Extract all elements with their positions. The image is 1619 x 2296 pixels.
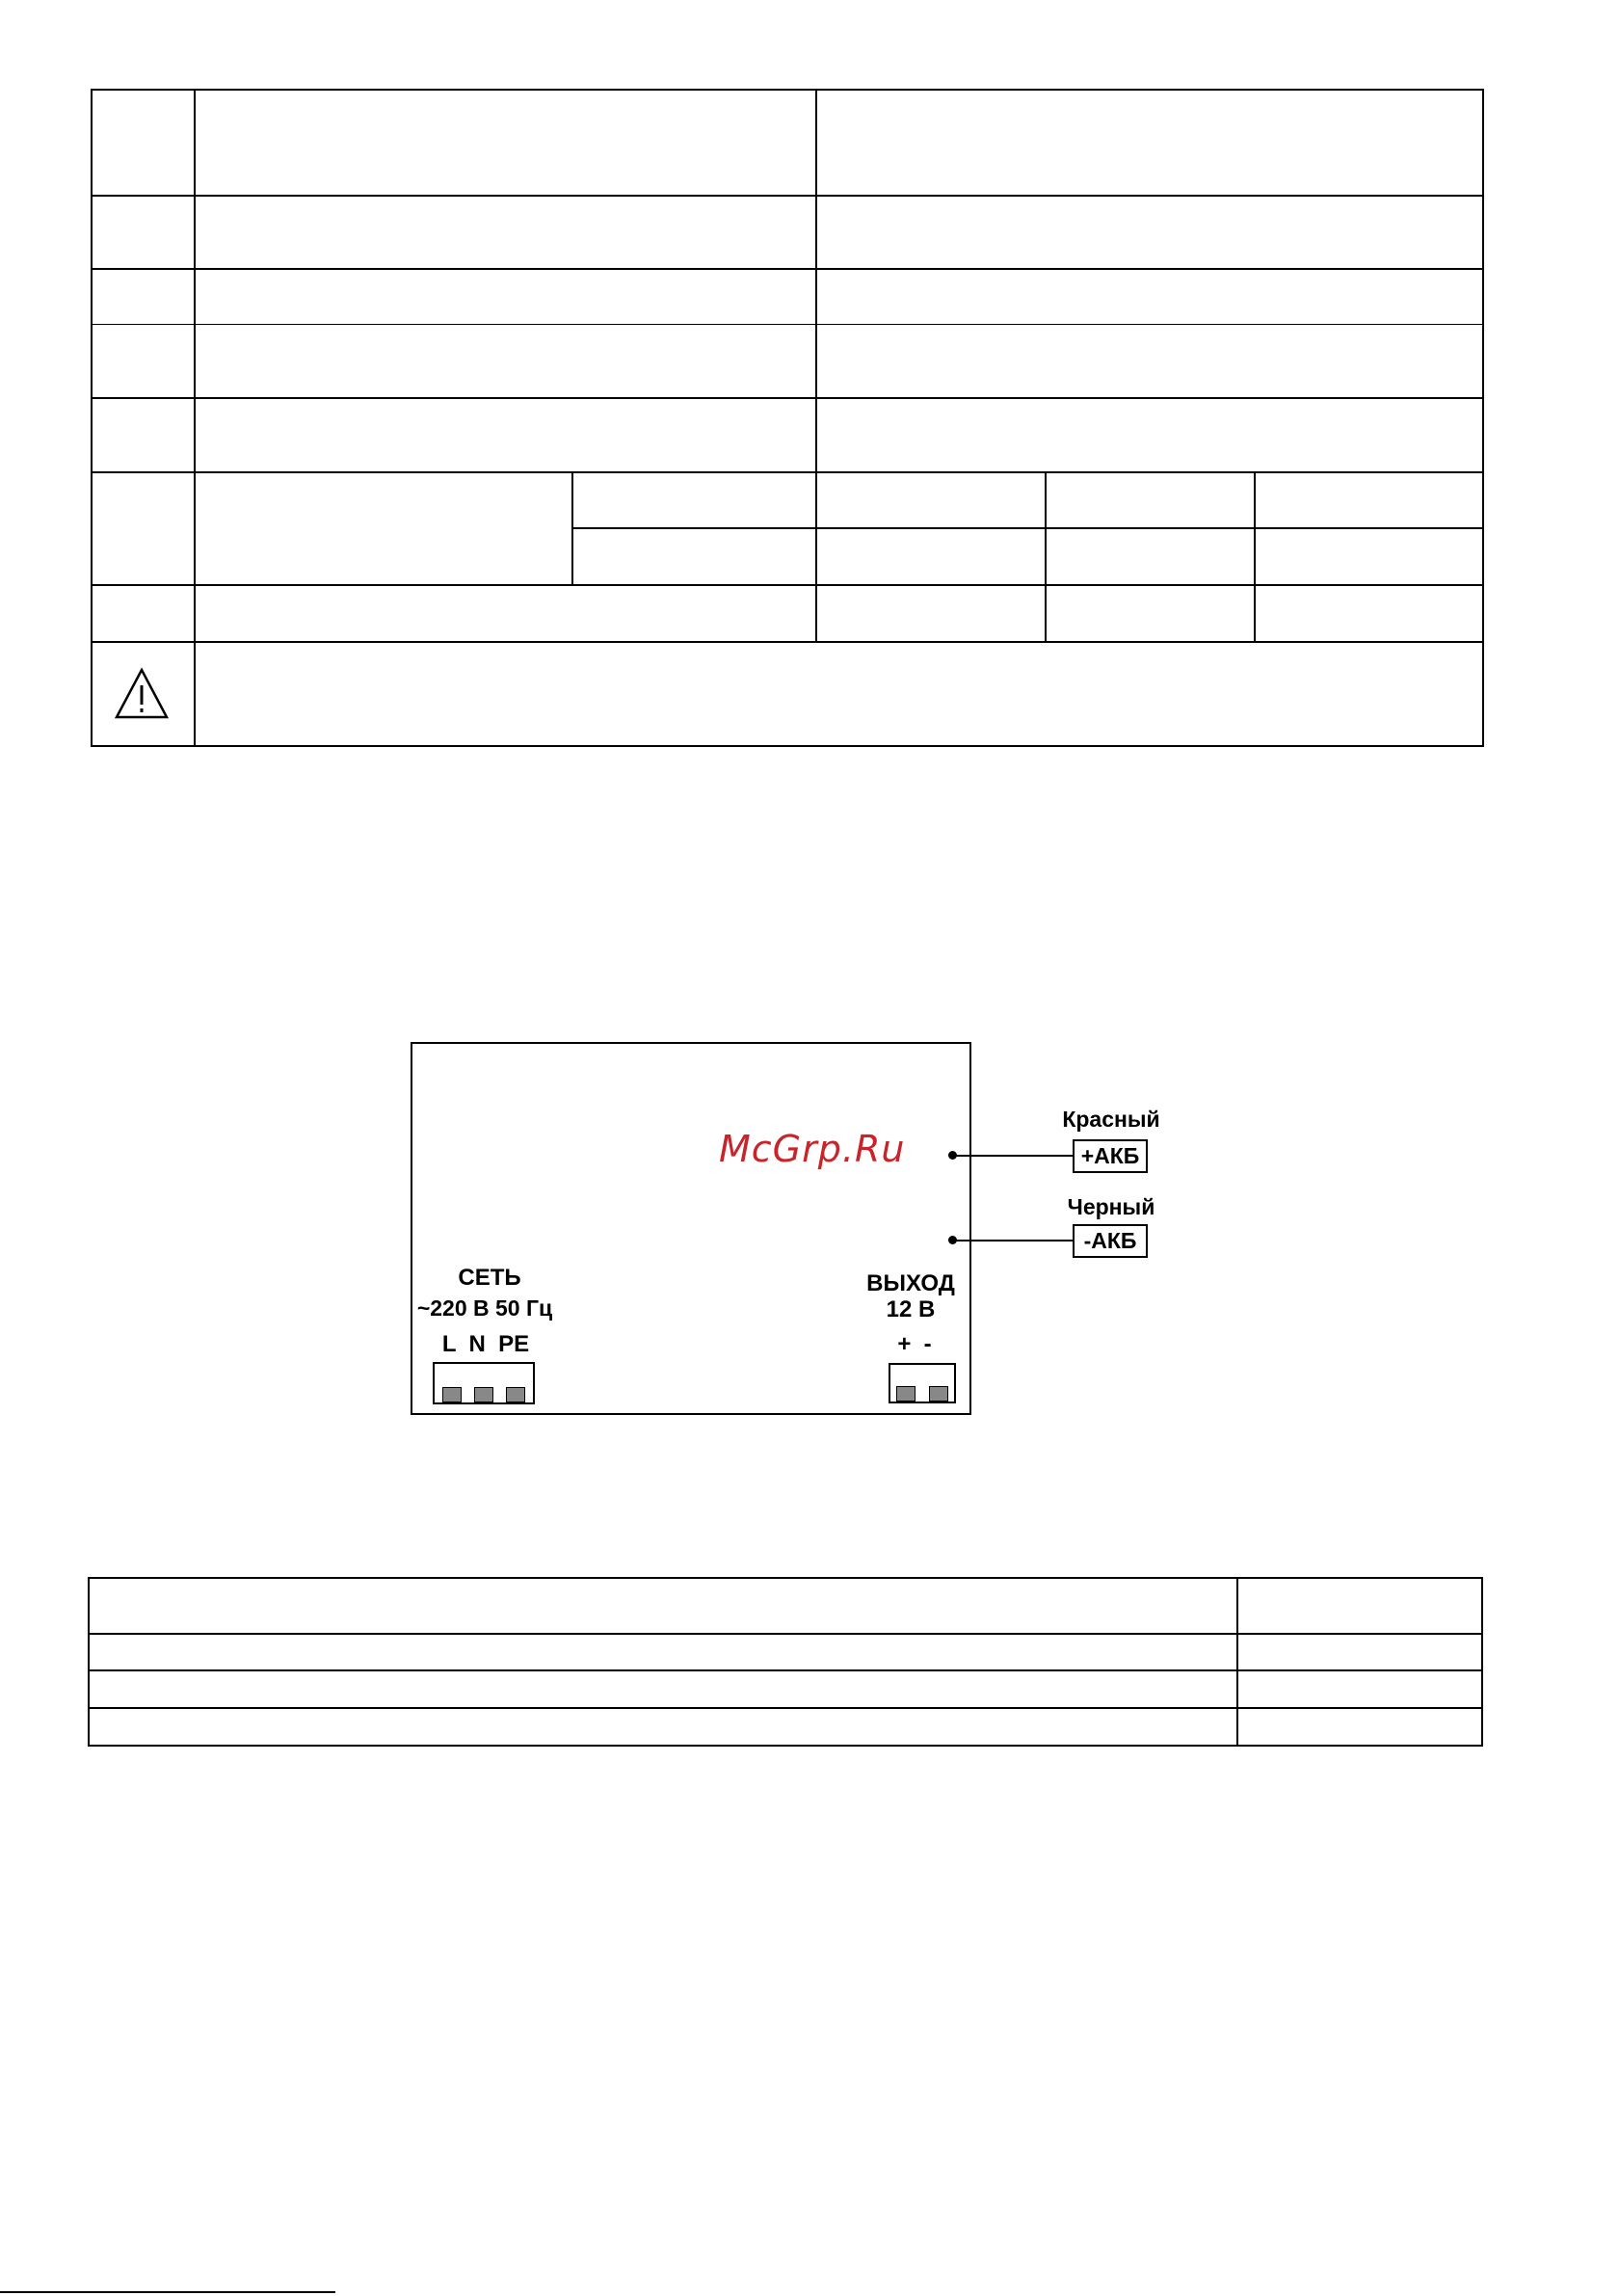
battery-negative-tag: -АКБ <box>1073 1224 1148 1258</box>
output-pin-labels: + - <box>897 1331 932 1357</box>
watermark-text: McGrp.Ru <box>719 1128 906 1170</box>
mains-terminal-block <box>433 1362 535 1404</box>
output-pin-positive <box>896 1386 916 1402</box>
mains-pin-pe <box>506 1387 525 1402</box>
contents-table-row-divider <box>88 1669 1483 1671</box>
mains-spec: ~220 В 50 Гц <box>416 1295 553 1321</box>
mains-title: СЕТЬ <box>458 1265 521 1291</box>
footnote-separator <box>0 2291 335 2293</box>
contents-table-row-divider <box>88 1707 1483 1709</box>
output-pin-negative <box>929 1386 948 1402</box>
contents-table <box>88 1577 1483 1747</box>
wire-positive-color-label: Красный <box>1062 1107 1160 1132</box>
battery-positive-tag: +АКБ <box>1073 1139 1148 1173</box>
output-voltage: 12 В <box>886 1296 936 1322</box>
mains-pin-labels: L N PE <box>441 1331 530 1357</box>
contents-table-row-divider <box>88 1633 1483 1635</box>
wire-positive <box>953 1155 1073 1157</box>
wire-negative-color-label: Черный <box>1067 1194 1155 1219</box>
device-housing <box>411 1042 971 1415</box>
contents-table-col-divider <box>1236 1577 1238 1747</box>
output-title: ВЫХОД <box>866 1270 955 1296</box>
wire-negative <box>953 1240 1073 1241</box>
mains-pin-n <box>474 1387 493 1402</box>
mains-pin-l <box>442 1387 462 1402</box>
output-terminal-block <box>889 1363 956 1403</box>
